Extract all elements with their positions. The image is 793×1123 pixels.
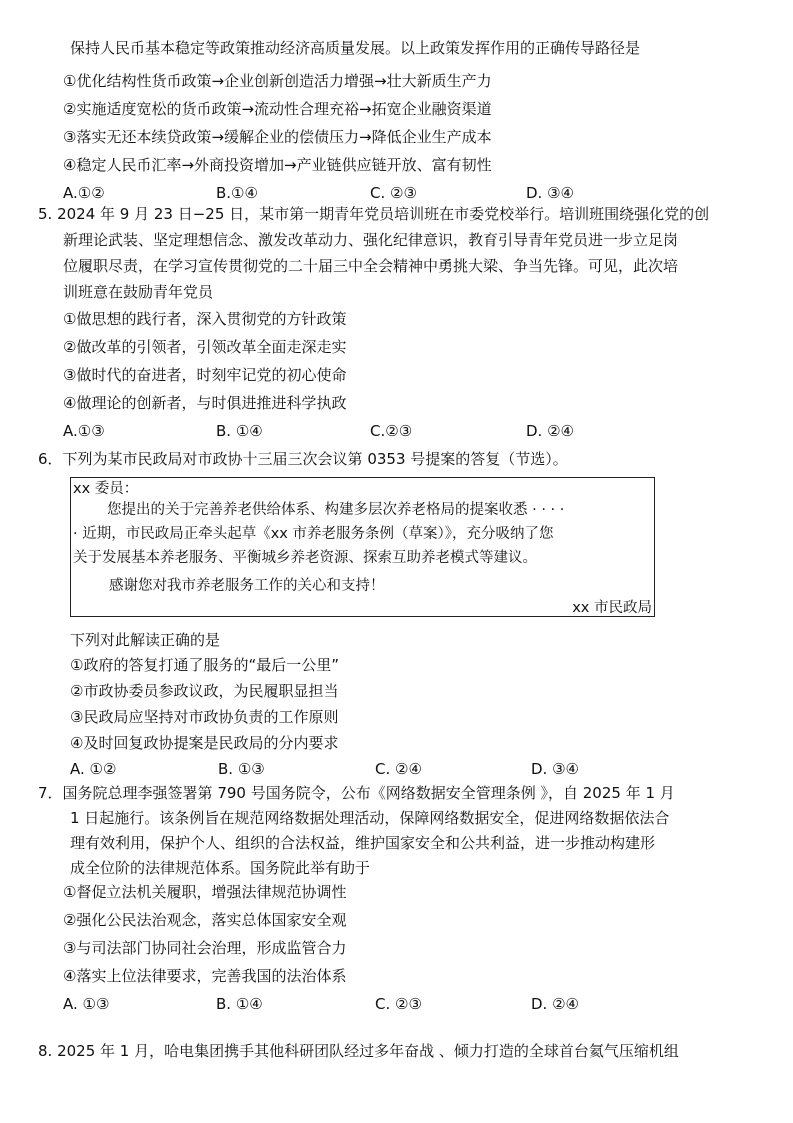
q5-option-d[interactable]: D. ②④	[526, 422, 574, 440]
q7-option-d[interactable]: D. ②④	[531, 995, 579, 1013]
q7-option-b[interactable]: B. ①④	[216, 995, 263, 1013]
reply-body-line-4: 感谢您对我市养老服务工作的关心和支持！	[109, 578, 385, 594]
q5-item-2: ②做改革的引领者，引领改革全面走深走实	[63, 338, 347, 356]
q5-stem-line-3: 位履职尽责，在学习宣传贯彻党的二十届三中全会精神中勇挑大梁、争当先锋。可见，此次培	[63, 257, 679, 275]
q7-item-2: ②强化公民法治观念，落实总体国家安全观	[63, 911, 347, 929]
q5-stem-line-1: 5. 2024 年 9 月 23 日−25 日，某市第一期青年党员培训班在市委党校举行。培训班围绕强化党的创	[38, 205, 710, 223]
q6-stem: 6．下列为某市民政局对市政协十三届三次会议第 0353 号提案的答复（节选）。	[38, 450, 568, 468]
q7-option-a[interactable]: A. ①③	[63, 995, 110, 1013]
q5-item-3: ③做时代的奋进者，时刻牢记党的初心使命	[63, 366, 347, 384]
q6-item-3: ③民政局应坚持对市政协负责的工作原则	[70, 708, 339, 726]
q7-option-c[interactable]: C. ②③	[375, 995, 422, 1013]
reply-signature: xx 市民政局	[572, 600, 652, 616]
q7-item-4: ④落实上位法律要求，完善我国的法治体系	[63, 967, 347, 985]
q6-item-4: ④及时回复政协提案是民政局的分内要求	[70, 734, 339, 752]
q6-item-2: ②市政协委员参政议政，为民履职显担当	[70, 682, 339, 700]
q5-stem-line-2: 新理论武装、坚定理想信念、激发改革动力、强化纪律意识，教育引导青年党员进一步立足岗	[63, 231, 679, 249]
q7-item-1: ①督促立法机关履职，增强法律规范协调性	[63, 883, 347, 901]
reply-salutation: xx 委员：	[73, 481, 139, 497]
q6-prompt: 下列对此解读正确的是	[70, 631, 221, 649]
q5-item-4: ④做理论的创新者，与时俱进推进科学执政	[63, 394, 347, 412]
q6-option-d[interactable]: D. ③④	[531, 760, 579, 778]
q6-option-c[interactable]: C. ②④	[375, 760, 422, 778]
q6-item-1: ①政府的答复打通了服务的“最后一公里”	[70, 656, 339, 674]
q5-stem-line-4: 训班意在鼓励青年党员	[63, 283, 214, 301]
q7-stem-line-1: 7．国务院总理李强签署第 790 号国务院令，公布《网络数据安全管理条例 》，自 2025 年 1 月	[38, 784, 675, 802]
q4-option-c[interactable]: C. ②③	[370, 184, 417, 202]
q6-option-b[interactable]: B. ①③	[218, 760, 265, 778]
q4-option-a[interactable]: A.①②	[63, 184, 105, 202]
q5-option-b[interactable]: B. ①④	[216, 422, 263, 440]
q6-option-a[interactable]: A. ①②	[70, 760, 117, 778]
q5-option-c[interactable]: C.②③	[370, 422, 413, 440]
q5-option-a[interactable]: A.①③	[63, 422, 105, 440]
q7-stem-line-3: 理有效利用，保护个人、组织的合法权益，维护国家安全和公共利益，进一步推动构建形	[70, 834, 656, 852]
q7-item-3: ③与司法部门协同社会治理，形成监管合力	[63, 939, 347, 957]
q4-item-1: ①优化结构性货币政策→企业创新创造活力增强→壮大新质生产力	[63, 72, 492, 90]
q4-option-b[interactable]: B.①④	[216, 184, 258, 202]
reply-body-line-1: 您提出的关于完善养老供给体系、构建多层次养老格局的提案收悉 · · · ·	[107, 502, 565, 518]
q7-stem-line-4: 成全位阶的法律规范体系。国务院此举有助于	[70, 859, 371, 877]
q7-stem-line-2: 1 日起施行。该条例旨在规范网络数据处理活动，保障网络数据安全，促进网络数据依法合	[70, 809, 670, 827]
reply-body-line-3: 关于发展基本养老服务、平衡城乡养老资源、探索互助养老模式等建议。	[73, 550, 537, 566]
q4-stem-tail: 保持人民币基本稳定等政策推动经济高质量发展。以上政策发挥作用的正确传导路径是	[70, 39, 641, 57]
q4-option-d[interactable]: D. ③④	[526, 184, 574, 202]
reply-body-line-2: · 近期，市民政局正牵头起草《xx 市养老服务条例（草案）》，充分吸纳了您	[73, 526, 554, 542]
q4-item-2: ②实施适度宽松的货币政策→流动性合理充裕→拓宽企业融资渠道	[63, 100, 492, 118]
q5-item-1: ①做思想的践行者，深入贯彻党的方针政策	[63, 310, 347, 328]
q4-item-3: ③落实无还本续贷政策→缓解企业的偿债压力→降低企业生产成本	[63, 128, 492, 146]
q8-stem: 8. 2025 年 1 月，哈电集团携手其他科研团队经过多年奋战 、倾力打造的全球首台氦气压缩机组	[38, 1042, 679, 1060]
reply-excerpt-box	[70, 477, 655, 617]
q4-item-4: ④稳定人民币汇率→外商投资增加→产业链供应链开放、富有韧性	[63, 156, 492, 174]
